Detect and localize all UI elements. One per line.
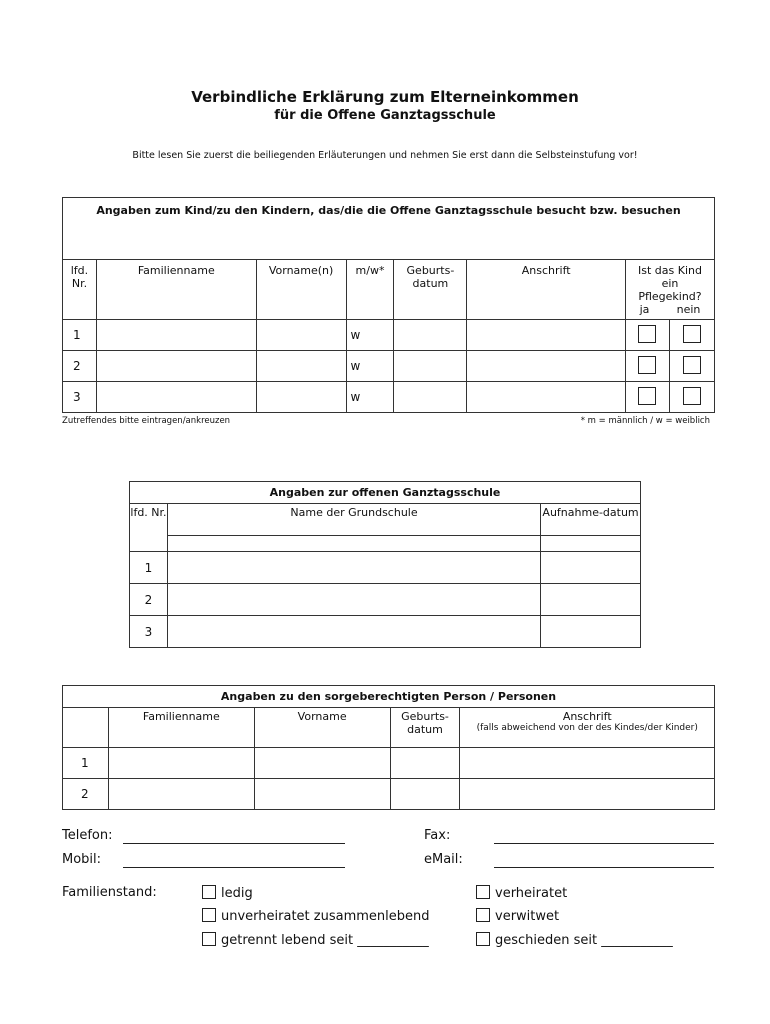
birth-date-cell[interactable] <box>394 320 467 351</box>
gender-cell[interactable]: w <box>346 351 394 382</box>
getrennt-label: getrennt lebend seit ___________ <box>221 933 429 948</box>
col-first-name: Vorname(n) <box>256 260 346 320</box>
ledig-label: ledig <box>221 886 253 901</box>
kids-table-heading: Angaben zum Kind/zu den Kindern, das/die die Offene Ganztagsschule besucht bzw. besuchen <box>63 198 715 260</box>
gender-cell[interactable]: w <box>346 382 394 413</box>
unverheiratet-label: unverheiratet zusammenlebend <box>221 909 430 924</box>
col-address-label: Anschrift <box>562 710 612 723</box>
mobile-label: Mobil: <box>62 852 102 867</box>
family-name-cell[interactable] <box>96 320 256 351</box>
family-name-cell[interactable] <box>96 382 256 413</box>
school-table <box>129 481 641 648</box>
address-cell[interactable] <box>467 382 626 413</box>
fax-field[interactable] <box>494 843 714 844</box>
col-admission-date: Aufnahme-datum <box>541 504 641 536</box>
unverheiratet-checkbox[interactable] <box>202 908 216 922</box>
foster-ja-checkbox[interactable] <box>638 387 656 405</box>
gender-cell[interactable]: w <box>346 320 394 351</box>
guardian-table-heading: Angaben zu den sorgeberechtigten Person / Personen <box>63 686 715 708</box>
first-name-cell[interactable] <box>254 779 390 810</box>
birth-date-cell[interactable] <box>394 382 467 413</box>
col-nr: lfd. Nr. <box>130 504 168 552</box>
phone-label: Telefon: <box>62 828 113 843</box>
col-family-name: Familienname <box>108 708 254 748</box>
school-row <box>130 616 641 648</box>
row-number: 1 <box>63 748 109 779</box>
guardian-row <box>63 748 715 779</box>
col-birth-date: Geburts-datum <box>394 260 467 320</box>
address-cell[interactable] <box>460 748 715 779</box>
col-foster-label: Ist das Kind ein Pflegekind? <box>638 264 702 303</box>
guardian-row <box>63 779 715 810</box>
mobile-field[interactable] <box>123 867 345 868</box>
col-first-name: Vorname <box>254 708 390 748</box>
option-geschieden[interactable] <box>476 932 673 948</box>
col-birth-date: Geburts-datum <box>390 708 460 748</box>
foster-ja-checkbox[interactable] <box>638 325 656 343</box>
col-foster <box>625 260 714 320</box>
family-name-cell[interactable] <box>96 351 256 382</box>
col-address-note: (falls abweichend von der des Kindes/der Kinder) <box>476 723 698 733</box>
intro-text: Bitte lesen Sie zuerst die beiliegenden Erläuterungen und nehmen Sie erst dann die Selbsteinstufung vor! <box>132 150 638 161</box>
school-name-cell[interactable] <box>167 552 540 584</box>
birth-date-cell[interactable] <box>390 748 460 779</box>
geschieden-checkbox[interactable] <box>476 932 490 946</box>
kids-row <box>63 351 715 382</box>
option-verwitwet[interactable] <box>476 908 559 924</box>
kids-row <box>63 382 715 413</box>
address-cell[interactable] <box>467 351 626 382</box>
family-name-cell[interactable] <box>108 779 254 810</box>
row-number: 2 <box>130 584 168 616</box>
col-school-name: Name der Grundschule <box>167 504 540 536</box>
row-number: 3 <box>130 616 168 648</box>
family-name-cell[interactable] <box>108 748 254 779</box>
first-name-cell[interactable] <box>256 320 346 351</box>
admission-date-cell[interactable] <box>541 616 641 648</box>
verwitwet-checkbox[interactable] <box>476 908 490 922</box>
option-verheiratet[interactable] <box>476 885 567 901</box>
note-left: Zutreffendes bitte eintragen/ankreuzen <box>62 416 231 426</box>
school-row <box>130 552 641 584</box>
getrennt-checkbox[interactable] <box>202 932 216 946</box>
email-field[interactable] <box>494 867 714 868</box>
email-label: eMail: <box>424 852 463 867</box>
kids-table <box>62 197 715 413</box>
document-subtitle: für die Offene Ganztagsschule <box>274 108 496 123</box>
verheiratet-checkbox[interactable] <box>476 885 490 899</box>
school-name-cell[interactable] <box>167 584 540 616</box>
col-nein: nein <box>676 303 701 316</box>
document-title: Verbindliche Erklärung zum Elterneinkommen <box>191 88 579 106</box>
admission-date-cell[interactable] <box>541 552 641 584</box>
foster-ja-checkbox[interactable] <box>638 356 656 374</box>
foster-nein-checkbox[interactable] <box>683 356 701 374</box>
verwitwet-label: verwitwet <box>495 909 560 924</box>
note-right: * m = männlich / w = weiblich <box>580 416 710 426</box>
option-unverheiratet[interactable] <box>202 908 430 924</box>
first-name-cell[interactable] <box>256 382 346 413</box>
school-name-cell[interactable] <box>167 616 540 648</box>
phone-field[interactable] <box>123 843 345 844</box>
col-address: Anschrift <box>467 260 626 320</box>
row-number: 2 <box>63 351 97 382</box>
birth-date-cell[interactable] <box>394 351 467 382</box>
guardian-table <box>62 685 715 810</box>
row-number: 1 <box>63 320 97 351</box>
school-row <box>130 584 641 616</box>
col-gender: m/w* <box>346 260 394 320</box>
foster-nein-checkbox[interactable] <box>683 387 701 405</box>
birth-date-cell[interactable] <box>390 779 460 810</box>
first-name-cell[interactable] <box>256 351 346 382</box>
row-number: 1 <box>130 552 168 584</box>
col-family-name: Familienname <box>96 260 256 320</box>
ledig-checkbox[interactable] <box>202 885 216 899</box>
col-nr: lfd. Nr. <box>63 260 97 320</box>
option-ledig[interactable] <box>202 885 253 901</box>
fax-label: Fax: <box>424 828 451 843</box>
kids-row <box>63 320 715 351</box>
foster-nein-checkbox[interactable] <box>683 325 701 343</box>
col-ja: ja <box>639 303 650 316</box>
col-address <box>460 708 715 748</box>
row-number: 2 <box>63 779 109 810</box>
address-cell[interactable] <box>467 320 626 351</box>
option-getrennt[interactable] <box>202 932 429 948</box>
first-name-cell[interactable] <box>254 748 390 779</box>
row-number: 3 <box>63 382 97 413</box>
admission-date-cell[interactable] <box>541 584 641 616</box>
marital-label: Familienstand: <box>62 885 157 900</box>
school-table-heading: Angaben zur offenen Ganztagsschule <box>130 482 641 504</box>
address-cell[interactable] <box>460 779 715 810</box>
verheiratet-label: verheiratet <box>495 886 568 901</box>
geschieden-label: geschieden seit ___________ <box>495 933 673 948</box>
